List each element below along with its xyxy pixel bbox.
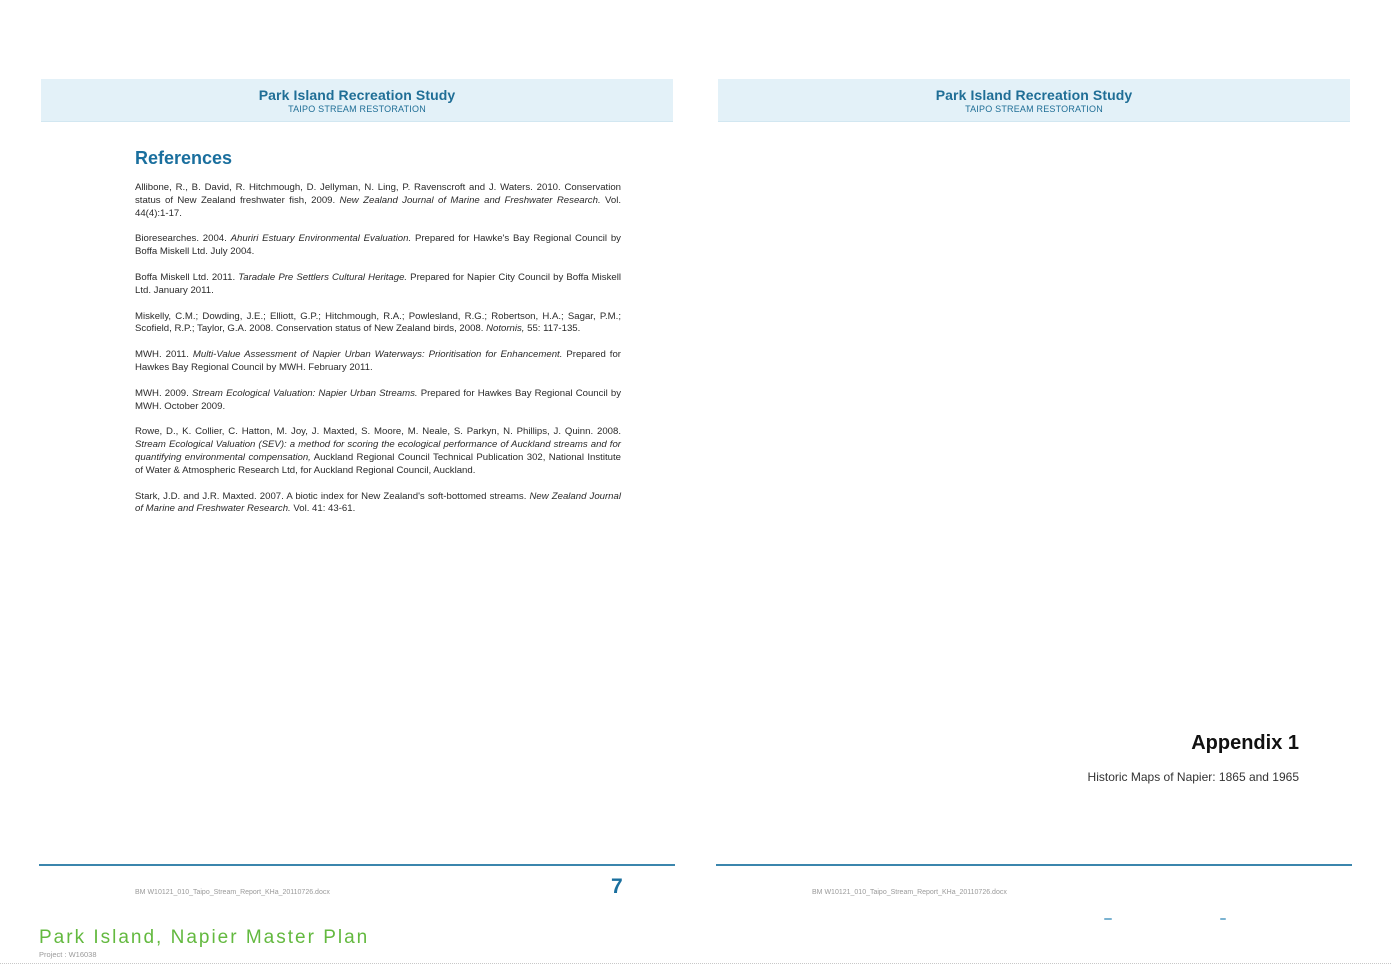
header-subtitle: TAIPO STREAM RESTORATION xyxy=(965,104,1103,114)
page-number: 7 xyxy=(611,875,623,898)
reference-entry xyxy=(135,349,621,375)
reference-text: Stark, J.D. and J.R. Maxted. 2007. A biotic index for New Zealand's soft-bottomed streams. xyxy=(135,490,530,502)
header-title: Park Island Recreation Study xyxy=(258,87,456,103)
reference-title: Stream Ecological Valuation: Napier Urban Streams. xyxy=(191,387,418,399)
reference-title: Ahuriri Estuary Environmental Evaluation. xyxy=(230,233,412,245)
reference-entry xyxy=(135,491,621,517)
footer-filename: BM W10121_010_Taipo_Stream_Report_KHa_20110726.docx xyxy=(812,889,1007,896)
right-page xyxy=(716,0,1352,896)
reference-title: Notornis, xyxy=(486,323,525,335)
reference-entry xyxy=(135,233,621,259)
reference-entry xyxy=(135,311,621,337)
reference-title: New Zealand Journal of Marine and Freshwater Research. xyxy=(339,194,601,206)
reference-entry xyxy=(135,388,621,414)
master-plan-title: Park Island, Napier Master Plan xyxy=(39,927,370,948)
project-code: Project : W16038 xyxy=(39,950,97,959)
reference-text: Prepared for Hawke's Bay Regional Council by Boffa Miskell Ltd. July 2004. xyxy=(135,233,621,258)
footer-decorative-marks xyxy=(1104,918,1224,921)
reference-text: Vol. 44(4):1-17. xyxy=(135,194,621,219)
reference-title: New Zealand Journal of Marine and Freshwater Research. xyxy=(135,490,621,515)
footer-filename: BM W10121_010_Taipo_Stream_Report_KHa_20110726.docx xyxy=(135,889,330,896)
reference-text: Miskelly, C.M.; Dowding, J.E.; Elliott, G.P.; Hitchmough, R.A.; Powlesland, R.G.; Robertson, H.A.; Sagar, P.M.; Scofield, R.P.; Taylor, G.A. 2008. Conservation status of New Zealand birds, 2008. xyxy=(135,310,621,335)
reference-title: Taradale Pre Settlers Cultural Heritage. xyxy=(238,271,408,283)
left-page xyxy=(39,0,675,898)
reference-text: Prepared for Hawkes Bay Regional Council by MWH. October 2009. xyxy=(135,387,621,412)
reference-text: Auckland Regional Council Technical Publication 302, National Institute of Water & Atmospheric Research Ltd, for Auckland Regional Council, Auckland. xyxy=(135,451,621,476)
right-page-header xyxy=(718,79,1350,122)
reference-entry xyxy=(135,182,621,220)
reference-text: Boffa Miskell Ltd. 2011. xyxy=(135,271,239,283)
reference-text: Allibone, R., B. David, R. Hitchmough, D. Jellyman, N. Ling, P. Ravenscroft and J. Waters. 2010. Conservation status of New Zealand freshwater fish, 2009. xyxy=(135,182,621,206)
reference-entry xyxy=(135,426,621,477)
reference-text: MWH. 2009. xyxy=(135,387,192,399)
bottom-dotted-rule xyxy=(0,963,1391,964)
footer-mark xyxy=(1104,918,1112,920)
reference-text: Rowe, D., K. Collier, C. Hatton, M. Joy, J. Maxted, S. Moore, M. Neale, S. Parkyn, N. Phillips, J. Quinn. 2008. xyxy=(135,426,621,438)
reference-text: Prepared for Napier City Council by Boffa Miskell Ltd. January 2011. xyxy=(135,271,621,296)
reference-text: 55: 117-135. xyxy=(524,323,581,335)
reference-title: Stream Ecological Valuation (SEV): a method for scoring the ecological performance of Auckland streams and for quantifying environmental compensation, xyxy=(135,439,621,463)
left-page-header xyxy=(41,79,673,122)
header-subtitle: TAIPO STREAM RESTORATION xyxy=(288,104,426,114)
references-heading: References xyxy=(135,148,233,168)
appendix-title: Appendix 1 xyxy=(1191,732,1299,754)
footer-rule xyxy=(39,864,675,866)
appendix-subtitle: Historic Maps of Napier: 1865 and 1965 xyxy=(1087,770,1299,784)
references-list xyxy=(135,182,621,529)
header-title: Park Island Recreation Study xyxy=(935,87,1133,103)
reference-text: Prepared for Hawkes Bay Regional Council by MWH. February 2011. xyxy=(135,349,621,373)
footer-mark xyxy=(1220,918,1226,920)
reference-text: MWH. 2011. xyxy=(135,349,193,361)
reference-entry xyxy=(135,272,621,298)
reference-text: Vol. 41: 43-61. xyxy=(290,503,356,515)
footer-rule xyxy=(716,864,1352,866)
reference-text: Bioresearches. 2004. xyxy=(135,233,231,245)
reference-title: Multi-Value Assessment of Napier Urban Waterways: Prioritisation for Enhancement. xyxy=(192,349,563,361)
